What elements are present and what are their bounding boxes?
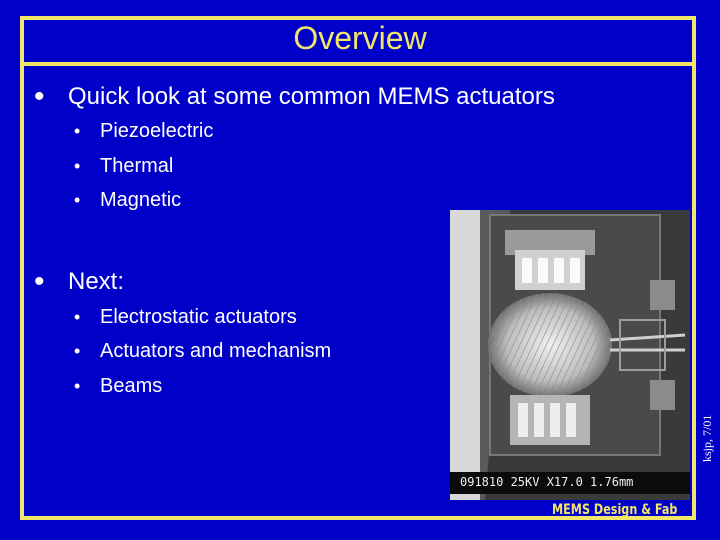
bullet-icon: • [74, 307, 81, 327]
author-note: ksjp, 7/01 [700, 414, 714, 462]
sub-bullet-item [74, 306, 297, 329]
bullet-icon: • [34, 265, 45, 298]
mems-actuator-micrograph [450, 210, 690, 500]
bullet-icon: • [74, 376, 81, 396]
sub-bullet-item [74, 189, 181, 212]
sub-bullet-text: Thermal [100, 155, 174, 177]
bullet-item [34, 80, 555, 114]
micrograph-caption: 091810 25KV X17.0 1.76mm [460, 475, 634, 489]
bullet-icon: • [74, 341, 81, 361]
sub-bullet-item [74, 375, 162, 398]
bullet-icon: • [74, 156, 81, 176]
micrograph-caption-bar [450, 472, 690, 494]
bullet-icon: • [34, 80, 45, 113]
bullet-icon: • [74, 121, 81, 141]
bullet-item [34, 265, 124, 299]
footer-label: MEMS Design & Fab [552, 502, 678, 518]
bullet-text: Next: [68, 268, 125, 295]
bullet-text: Quick look at some common MEMS actuators [68, 83, 555, 110]
sub-bullet-text: Piezoelectric [100, 120, 214, 142]
sub-bullet-text: Magnetic [100, 189, 182, 211]
sub-bullet-item [74, 340, 331, 363]
sub-bullet-text: Actuators and mechanism [100, 340, 332, 362]
sub-bullet-item [74, 120, 213, 143]
sub-bullet-text: Beams [100, 375, 163, 397]
bullet-icon: • [74, 190, 81, 210]
slide-title: Overview [293, 20, 427, 56]
sub-bullet-text: Electrostatic actuators [100, 306, 297, 328]
sub-bullet-item [74, 155, 173, 178]
